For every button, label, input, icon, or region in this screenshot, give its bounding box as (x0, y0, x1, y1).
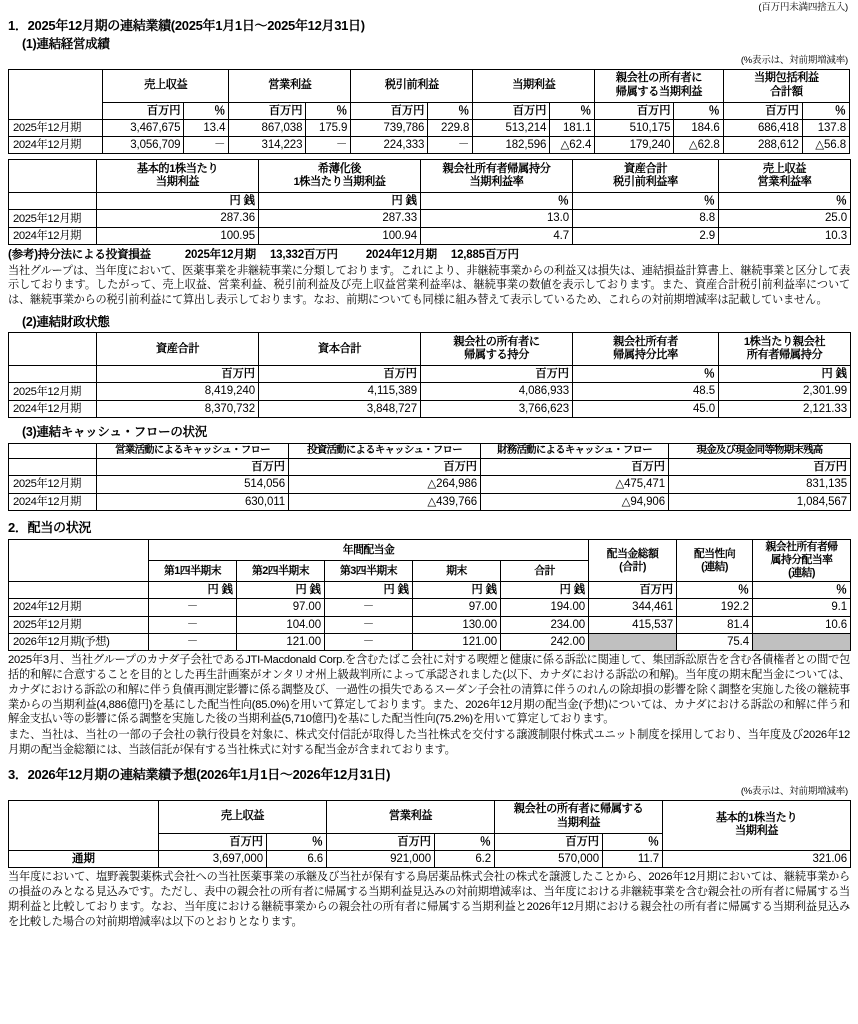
data-cell: 194.00 (501, 599, 589, 616)
data-cell: 75.4 (677, 633, 753, 650)
data-cell: － (149, 616, 237, 633)
col-header-cash-balance: 現金及び現金同等物期末残高 (669, 443, 851, 458)
data-cell: △62.4 (550, 137, 595, 154)
dividend-table (8, 539, 851, 651)
col-header-payout-ratio: 配当性向 (連結) (677, 540, 753, 582)
row-period-label: 通期 (9, 850, 159, 867)
data-cell: 686,418 (723, 119, 802, 136)
unit-cell: 円 銭 (237, 582, 325, 599)
col-header-revenue: 売上収益 (103, 69, 229, 102)
section2-note-1: 2025年3月、当社グループのカナダ子会社であるJTI-Macdonald Corp.を含むたばこ会社に対する喫煙と健康に係る訴訟に関連して、集団訴訟原告を含む各債権者との間で包括的和解に合意することを目的とした再生計画案がオンタリオ州上級裁判所によって承認されました(以下、カナダにおける訴訟の和解)。当年度の期末配当金については、カナダにおける訴訟の和解に伴う負債再測定影響に係る調整及び、一過性の損失であるスーダン子会社の清算に伴うのれんの除却損の影響を除く調整を実施した後の継続事業からの当期利益(4,886億円)を基にした配当性向(85.0%)を用いて算定しております。また、2026年12月期の配当金(予想)については、カナダにおける訴訟の和解に伴う和解金支払い等の影響に係る調整を実施した後の当期利益(5,710億円)を基にした配当性向(75.2%)を用いて算定しております。 (8, 654, 850, 726)
section-1-2-title: (2)連結財政状態 (22, 314, 110, 329)
col-header-equity-attributable: 親会社の所有者に 帰属する持分 (421, 333, 573, 366)
data-cell-shaded (753, 633, 851, 650)
cash-flow-table-wrap (8, 443, 850, 511)
unit-cell: ％ (428, 102, 473, 119)
data-cell: 179,240 (595, 137, 674, 154)
data-cell: － (325, 616, 413, 633)
col-header-operating-cf: 営業活動によるキャッシュ・フロー (97, 443, 289, 458)
col-header-forecast-profit-attributable: 親会社の所有者に帰属する 当期利益 (495, 800, 663, 833)
table-row (9, 119, 850, 136)
section-1-title: 1．2025年12月期の連結業績(2025年1月1日～2025年12月31日) (8, 17, 365, 33)
row-period-label: 2025年12月期 (9, 383, 97, 400)
col-header-diluted-eps: 希薄化後 1株当たり当期利益 (259, 160, 421, 193)
unit-cell: 百万円 (481, 459, 669, 476)
unit-cell: ％ (677, 582, 753, 599)
corner-cell (9, 160, 97, 193)
data-cell: 321.06 (663, 850, 851, 867)
col-header-q2-end: 第2四半期末 (237, 561, 325, 582)
table-header-row (9, 69, 850, 102)
col-header-total: 合計 (501, 561, 589, 582)
unit-cell: ％ (421, 193, 573, 210)
col-header-forecast-revenue: 売上収益 (159, 800, 327, 833)
table-row (9, 493, 851, 510)
unit-cell: ％ (435, 833, 495, 850)
table-unit-row (9, 366, 851, 383)
row-period-label: 2026年12月期(予想) (9, 633, 149, 650)
data-cell: 514,056 (97, 476, 289, 493)
data-cell: 8.8 (573, 210, 719, 227)
data-cell: － (325, 599, 413, 616)
data-cell: △62.8 (674, 137, 723, 154)
unit-cell: ％ (306, 102, 351, 119)
data-cell: 182,596 (473, 137, 550, 154)
unit-cell: 百万円 (289, 459, 481, 476)
data-cell: 121.00 (237, 633, 325, 650)
table-row (9, 210, 851, 227)
unit-cell: 百万円 (97, 366, 259, 383)
unit-cell: 円 銭 (325, 582, 413, 599)
unit-cell: 円 銭 (149, 582, 237, 599)
data-cell: 287.33 (259, 210, 421, 227)
data-cell: 175.9 (306, 119, 351, 136)
dividend-table-wrap (8, 539, 850, 651)
forecast-table-wrap (8, 800, 850, 868)
col-header-annual-dividend-group: 年間配当金 (149, 540, 589, 561)
unit-cell: 円 銭 (413, 582, 501, 599)
data-cell: 867,038 (229, 119, 306, 136)
table-row (9, 850, 851, 867)
pct-note-section3: (%表示は、対前期増減率) (740, 786, 848, 798)
section-3-title: 3．2026年12月期の連結業績予想(2026年1月1日～2026年12月31日) (8, 766, 391, 782)
section3-note: 当年度において、塩野義製薬株式会社への当社医薬事業の承継及び当社が保有する鳥居薬品株式会社の株式を譲渡したことから、2026年12月期においては、継続事業からの損益のみとなる見込みです。ただし、表中の親会社の所有者に帰属する当期利益見込みの対前期増減率は、当年度における非継続事業を含む親会社の所有者に帰属する当期利益と比較しております。なお、当年度における継続事業からの親会社の所有者に帰属する当期利益と2026年12月期における親会社の所有者に帰属する当期利益見込みを比較した場合の対前期増減率は以下のとおりとなります。 (8, 871, 850, 928)
row-period-label: 2024年12月期 (9, 137, 103, 154)
col-header-total-assets: 資産合計 (97, 333, 259, 366)
empty-cell (9, 193, 97, 210)
unit-cell: 百万円 (97, 459, 289, 476)
data-cell: 10.6 (753, 616, 851, 633)
col-header-roe: 親会社所有者帰属持分 当期利益率 (421, 160, 573, 193)
data-cell: 11.7 (603, 850, 663, 867)
table-unit-row (9, 582, 851, 599)
reference-value-1: 13,332百万円 (269, 249, 338, 262)
row-period-label: 2024年12月期 (9, 227, 97, 244)
data-cell: 6.6 (267, 850, 327, 867)
data-cell: 45.0 (573, 400, 719, 417)
data-cell: 831,135 (669, 476, 851, 493)
unit-cell: 百万円 (327, 833, 435, 850)
data-cell: 2,121.33 (719, 400, 851, 417)
corner-cell (9, 333, 97, 366)
per-share-ratios-table (8, 159, 851, 245)
data-cell: 25.0 (719, 210, 851, 227)
empty-cell (9, 459, 97, 476)
data-cell: 3,056,709 (103, 137, 184, 154)
data-cell: 97.00 (237, 599, 325, 616)
data-cell: 3,697,000 (159, 850, 267, 867)
consolidated-results-table (8, 69, 850, 155)
data-cell: 242.00 (501, 633, 589, 650)
corner-cell (9, 443, 97, 458)
col-header-operating-profit: 営業利益 (229, 69, 351, 102)
data-cell: 415,537 (589, 616, 677, 633)
unit-cell: 円 銭 (719, 366, 851, 383)
col-header-forecast-eps: 基本的1株当たり 当期利益 (663, 800, 851, 850)
col-header-forecast-operating-profit: 営業利益 (327, 800, 495, 833)
data-cell: 4.7 (421, 227, 573, 244)
reference-period-2: 2024年12月期 (365, 249, 437, 262)
row-period-label: 2025年12月期 (9, 210, 97, 227)
row-period-label: 2025年12月期 (9, 616, 149, 633)
data-cell: 121.00 (413, 633, 501, 650)
unit-cell: ％ (674, 102, 723, 119)
data-cell: 630,011 (97, 493, 289, 510)
unit-cell: 百万円 (473, 102, 550, 119)
col-header-q1-end: 第1四半期末 (149, 561, 237, 582)
data-cell: 181.1 (550, 119, 595, 136)
col-header-q3-end: 第3四半期末 (325, 561, 413, 582)
forecast-table (8, 800, 851, 868)
section-2-title: 2．配当の状況 (8, 520, 92, 536)
empty-cell (9, 366, 97, 383)
consolidated-results-table-wrap (8, 69, 850, 155)
col-header-total-equity: 資本合計 (259, 333, 421, 366)
data-cell: 97.00 (413, 599, 501, 616)
data-cell: 8,370,732 (97, 400, 259, 417)
col-header-equity-ratio: 親会社所有者 帰属持分比率 (573, 333, 719, 366)
data-cell: 10.3 (719, 227, 851, 244)
data-cell-shaded (589, 633, 677, 650)
data-cell: 104.00 (237, 616, 325, 633)
unit-cell: ％ (802, 102, 849, 119)
section1-note-paragraph: 当社グループは、当年度において、医薬事業を非継続事業に分類しております。これにより、非継続事業からの利益又は損失は、連結損益計算書上、継続事業と区分して表示しております。したがって、売上収益、営業利益、税引前利益及び売上収益営業利益率は、継続事業の数値を表示しております。また、資産合計税引前利益率については、継続事業からの税引前利益にて算出し表示しております。なお、前期についても同様に組み替えて表示しているため、これらの対前期増減率は記載していません。 (8, 264, 850, 307)
data-cell: 921,000 (327, 850, 435, 867)
unit-cell: 百万円 (159, 833, 267, 850)
data-cell: 2,301.99 (719, 383, 851, 400)
data-cell: 13.0 (421, 210, 573, 227)
table-row-forecast (9, 633, 851, 650)
data-cell: － (428, 137, 473, 154)
row-period-label: 2025年12月期 (9, 119, 103, 136)
section2-note-2: また、当社は、当社の一部の子会社の執行役員を対象に、株式交付信託が取得した当社株式を交付する譲渡制限付株式ユニット制度を採用しており、当年度及び2026年12月期の配当金総額には、当該信託が保有する当社株式に対する配当金が含まれております。 (8, 729, 850, 756)
table-header-row (9, 160, 851, 193)
data-cell: 192.2 (677, 599, 753, 616)
data-cell: － (306, 137, 351, 154)
unit-cell: ％ (184, 102, 229, 119)
data-cell: △475,471 (481, 476, 669, 493)
data-cell: △56.8 (802, 137, 849, 154)
data-cell: △264,986 (289, 476, 481, 493)
row-period-label: 2025年12月期 (9, 476, 97, 493)
col-header-roa: 資産合計 税引前利益率 (573, 160, 719, 193)
data-cell: △94,906 (481, 493, 669, 510)
unit-cell: ％ (550, 102, 595, 119)
table-unit-row (9, 193, 851, 210)
data-cell: 81.4 (677, 616, 753, 633)
financial-position-table (8, 332, 851, 418)
reference-period-1: 2025年12月期 (184, 249, 256, 262)
data-cell: 137.8 (802, 119, 849, 136)
unit-cell: 百万円 (723, 102, 802, 119)
data-cell: 3,848,727 (259, 400, 421, 417)
unit-cell: 円 銭 (97, 193, 259, 210)
data-cell: 6.2 (435, 850, 495, 867)
unit-cell: 円 銭 (259, 193, 421, 210)
pct-note-section1: (%表示は、対前期増減率) (740, 54, 848, 66)
unit-cell: 百万円 (669, 459, 851, 476)
unit-cell: 百万円 (595, 102, 674, 119)
unit-cell: ％ (573, 366, 719, 383)
col-header-total-dividend: 配当金総額 (合計) (589, 540, 677, 582)
table-row (9, 616, 851, 633)
data-cell: － (184, 137, 229, 154)
unit-cell: 百万円 (351, 102, 428, 119)
rounding-note: (百万円未満四捨五入) (758, 2, 848, 13)
data-cell: 287.36 (97, 210, 259, 227)
col-header-investing-cf: 投資活動によるキャッシュ・フロー (289, 443, 481, 458)
data-cell: 4,115,389 (259, 383, 421, 400)
data-cell: 1,084,567 (669, 493, 851, 510)
table-unit-row (9, 102, 850, 119)
data-cell: 739,786 (351, 119, 428, 136)
data-cell: 3,467,675 (103, 119, 184, 136)
unit-cell: ％ (573, 193, 719, 210)
table-header-row (9, 800, 851, 833)
unit-cell: 百万円 (421, 366, 573, 383)
data-cell: 8,419,240 (97, 383, 259, 400)
data-cell: 513,214 (473, 119, 550, 136)
row-period-label: 2024年12月期 (9, 400, 97, 417)
row-period-label: 2024年12月期 (9, 493, 97, 510)
data-cell: 3,766,623 (421, 400, 573, 417)
unit-cell: 百万円 (589, 582, 677, 599)
col-header-dividend-on-equity: 親会社所有者帰 属持分配当率 (連結) (753, 540, 851, 582)
per-share-ratios-table-wrap (8, 159, 850, 245)
section-1-1-title: (1)連結経営成績 (22, 37, 110, 52)
data-cell: 100.95 (97, 227, 259, 244)
data-cell: 570,000 (495, 850, 603, 867)
data-cell: 314,223 (229, 137, 306, 154)
unit-cell: ％ (267, 833, 327, 850)
table-row (9, 383, 851, 400)
data-cell: 344,461 (589, 599, 677, 616)
table-row (9, 476, 851, 493)
data-cell: 184.6 (674, 119, 723, 136)
data-cell: 9.1 (753, 599, 851, 616)
col-header-year-end: 期末 (413, 561, 501, 582)
table-header-row-group (9, 540, 851, 561)
col-header-bps: 1株当たり親会社 所有者帰属持分 (719, 333, 851, 366)
reference-label: (参考)持分法による投資損益 (8, 249, 151, 262)
table-row (9, 137, 850, 154)
col-header-operating-margin: 売上収益 営業利益率 (719, 160, 851, 193)
col-header-comprehensive-income: 当期包括利益 合計額 (723, 69, 849, 102)
unit-cell: 円 銭 (501, 582, 589, 599)
unit-cell: 百万円 (229, 102, 306, 119)
col-header-financing-cf: 財務活動によるキャッシュ・フロー (481, 443, 669, 458)
table-row (9, 599, 851, 616)
data-cell: － (149, 633, 237, 650)
col-header-profit: 当期利益 (473, 69, 595, 102)
unit-cell: ％ (719, 193, 851, 210)
data-cell: 130.00 (413, 616, 501, 633)
data-cell: 224,333 (351, 137, 428, 154)
data-cell: － (149, 599, 237, 616)
col-header-basic-eps: 基本的1株当たり 当期利益 (97, 160, 259, 193)
section-1-3-title: (3)連結キャッシュ・フローの状況 (22, 425, 207, 440)
empty-cell (9, 582, 149, 599)
data-cell: 4,086,933 (421, 383, 573, 400)
table-header-row (9, 443, 851, 458)
cash-flow-table (8, 443, 851, 511)
unit-cell: ％ (603, 833, 663, 850)
unit-cell: 百万円 (495, 833, 603, 850)
data-cell: 229.8 (428, 119, 473, 136)
data-cell: 510,175 (595, 119, 674, 136)
data-cell: 2.9 (573, 227, 719, 244)
table-unit-row (9, 459, 851, 476)
corner-cell (9, 800, 159, 850)
data-cell: 288,612 (723, 137, 802, 154)
unit-cell: 百万円 (259, 366, 421, 383)
col-header-pretax-profit: 税引前利益 (351, 69, 473, 102)
data-cell: 48.5 (573, 383, 719, 400)
unit-cell: ％ (753, 582, 851, 599)
equity-method-reference-line (8, 248, 850, 262)
data-cell: 100.94 (259, 227, 421, 244)
table-row (9, 227, 851, 244)
data-cell: 234.00 (501, 616, 589, 633)
col-header-profit-attributable: 親会社の所有者に 帰属する当期利益 (595, 69, 723, 102)
financial-position-table-wrap (8, 332, 850, 418)
reference-value-2: 12,885百万円 (450, 249, 519, 262)
data-cell: 13.4 (184, 119, 229, 136)
table-row (9, 400, 851, 417)
data-cell: － (325, 633, 413, 650)
corner-cell (9, 69, 103, 119)
corner-cell (9, 540, 149, 582)
table-header-row (9, 333, 851, 366)
row-period-label: 2024年12月期 (9, 599, 149, 616)
unit-cell: 百万円 (103, 102, 184, 119)
data-cell: △439,766 (289, 493, 481, 510)
